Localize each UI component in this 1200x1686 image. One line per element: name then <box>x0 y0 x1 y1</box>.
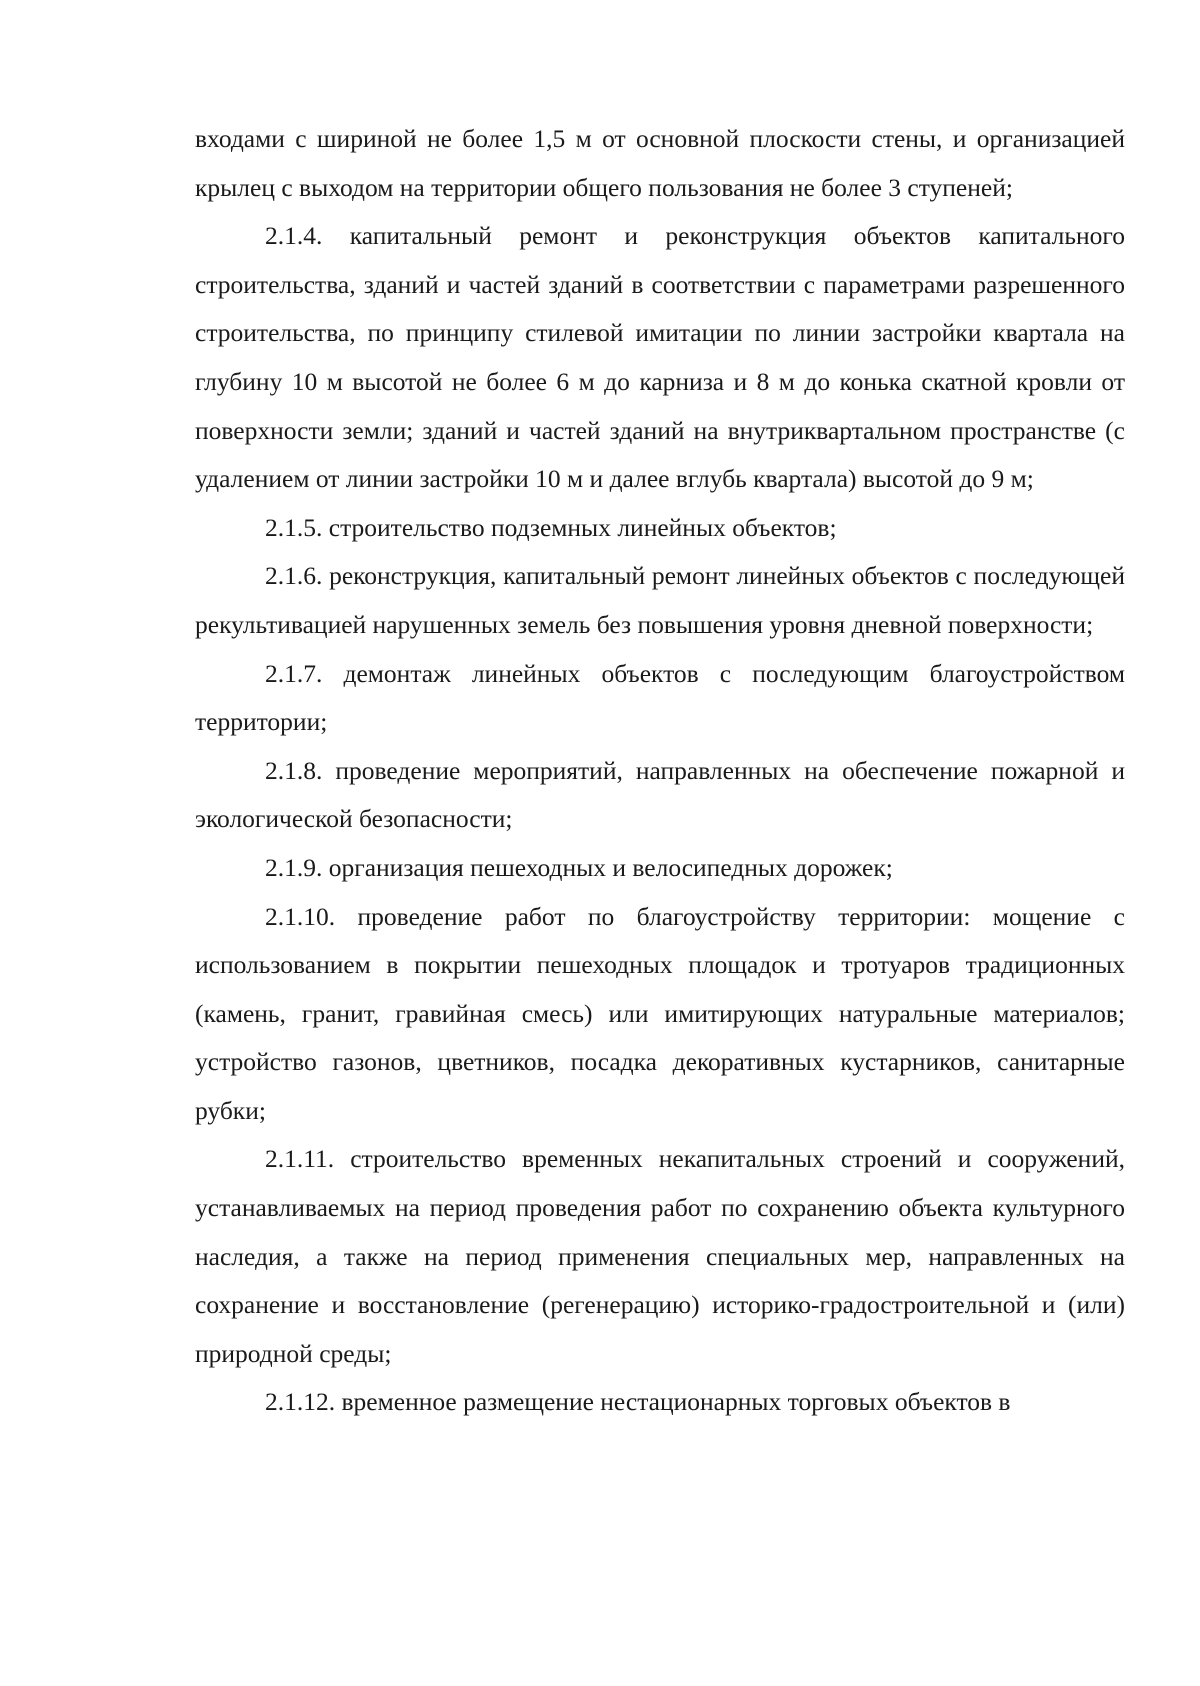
paragraph-2-1-4: 2.1.4. капитальный ремонт и реконструкция объектов капитального строительства, зданий и частей зданий в соответствии с параметрами разрешенного строительства, по принципу стилевой имитации по линии застройки квартала на глубину 10 м высотой не более 6 м до карниза и 8 м до конька скатной кровли от поверхности земли; зданий и частей зданий на внутриквартальном пространстве (с удалением от линии застройки 10 м и далее вглубь квартала) высотой до 9 м; <box>195 221 1125 494</box>
document-body <box>195 115 1125 1427</box>
paragraph-2-1-6: 2.1.6. реконструкция, капитальный ремонт линейных объектов с последующей рекультивацией нарушенных земель без повышения уровня дневной поверхности; <box>195 561 1125 639</box>
paragraph-2-1-5: 2.1.5. строительство подземных линейных объектов; <box>265 512 837 542</box>
paragraph-2-1-11: 2.1.11. строительство временных некапитальных строений и сооружений, устанавливаемых на период проведения работ по сохранению объекта культурного наследия, а также на период применения специальных мер, направленных на сохранение и восстановление (регенерацию) историко-градостроительной и (или) природной среды; <box>195 1144 1125 1368</box>
paragraph-2-1-10: 2.1.10. проведение работ по благоустройству территории: мощение с использованием в покрытии пешеходных площадок и тротуаров традиционных (камень, гранит, гравийная смесь) или имитирующих натуральные материалов; устройство газонов, цветников, посадка декоративных кустарников, санитарные рубки; <box>195 901 1125 1125</box>
paragraph-continuation: входами с шириной не более 1,5 м от основной плоскости стены, и организацией крылец с выходом на территории общего пользования не более 3 ступеней; <box>195 124 1125 202</box>
paragraph-2-1-12: 2.1.12. временное размещение нестационарных торговых объектов в <box>265 1387 1011 1417</box>
paragraph-2-1-8: 2.1.8. проведение мероприятий, направленных на обеспечение пожарной и экологической безопасности; <box>195 755 1125 834</box>
paragraph-2-1-9: 2.1.9. организация пешеходных и велосипедных дорожек; <box>265 852 893 882</box>
paragraph-2-1-7: 2.1.7. демонтаж линейных объектов с последующим благоустройством территории; <box>195 658 1125 737</box>
